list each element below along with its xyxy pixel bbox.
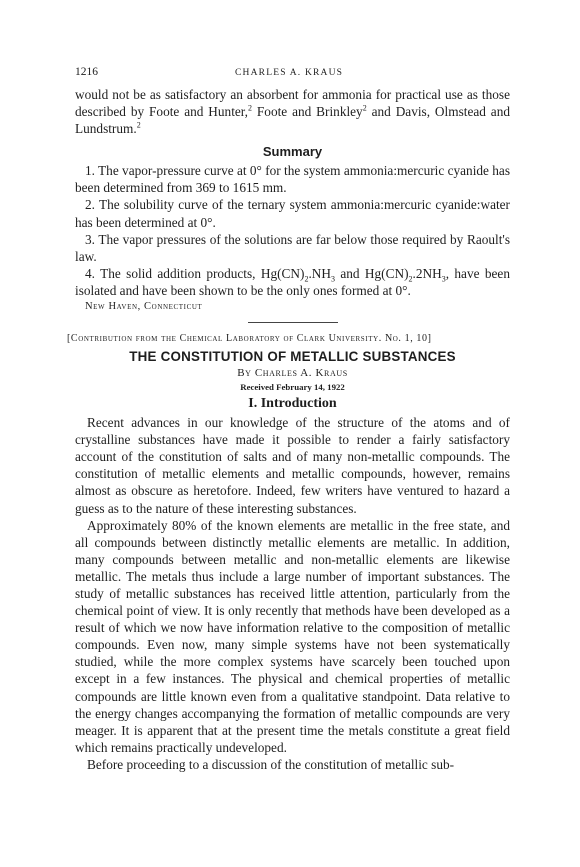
article-title: THE CONSTITUTION OF METALLIC SUBSTANCES <box>129 349 456 365</box>
footnote-ref: 2 <box>248 103 253 113</box>
article-body <box>75 414 510 773</box>
section-heading: I. Introduction <box>248 396 337 412</box>
previous-paper-conclusion <box>75 86 510 137</box>
received-date: Received February 14, 1922 <box>240 382 345 393</box>
paragraph-2: Approximately 80% of the known elements are metallic in the free state, and all compounds between distinctly metallic elements are metallic. In addition, many compounds between metallic and non-metallic elements are likewise metallic. The metals thus include a large number of important substances. The study of metallic substances has received little attention, particularly from the chemical point of view. It is only recently that methods have been developed as a result of which we now have information relative to the composition of metallic compounds. Even now, many simple systems have not been systematically studied, while the more complex systems have scarcely been touched upon except in a few instances. The physical and chemical properties of metallic compounds are little known even from a qualitative standpoint. Data relative to the energy changes accompanying the formation of metallic compounds are very meager. It is apparent that at the present time the metals constitute a great field which remains practically undeveloped. <box>75 517 510 755</box>
closing-paragraph: would not be as satisfactory an absorbent for ammonia for practical use as those described by Foote and Hunter,$^2$ Foote and Brinkley$^2$ and Davis, Olmstead and Lundstrum.$^2$ <box>75 87 510 137</box>
summary-item-2: 2. The solubility curve of the ternary system ammonia:mercuric cyanide:water has been determined at 0°. <box>75 197 510 230</box>
page-number: 1216 <box>75 66 98 78</box>
summary-item-1: 1. The vapor-pressure curve at 0° for the system ammonia:mercuric cyanide has been determined from 369 to 1615 mm. <box>75 163 510 196</box>
paragraph-1: Recent advances in our knowledge of the structure of the atoms and of crystalline substances have made it possible to render a fairly satisfactory account of the constitution of salts and of many non-metallic compounds. The constitution of metallic elements and metallic compounds, however, remains almost as obscure as heretofore. Indeed, few writers have ventured to hazard a guess as to the nature of these interesting substances. <box>75 415 510 516</box>
journal-page <box>67 66 510 773</box>
summary-item-3: 3. The vapor pressures of the solutions are far below those required by Raoult's law. <box>75 231 510 264</box>
place-signature: New Haven, Connecticut <box>85 301 203 313</box>
section-divider <box>248 322 338 323</box>
page-header <box>75 66 510 86</box>
footnote-ref: 2 <box>362 103 367 113</box>
running-head: CHARLES A. KRAUS <box>235 68 344 78</box>
author-byline: By Charles A. Kraus <box>237 367 348 380</box>
contribution-note: [Contribution from the Chemical Laboratory of Clark University. No. 1, 10] <box>67 333 432 345</box>
summary-heading: Summary <box>262 144 323 160</box>
footnote-ref: 2 <box>136 120 141 130</box>
summary-item-4: 4. The solid addition products, $Hg(CN)_2.NH_3$ and $Hg(CN)_2.2NH_3$, have been isolated and have been shown to be the only ones formed at 0°. <box>75 265 510 298</box>
paragraph-3: Before proceeding to a discussion of the constitution of metallic sub- <box>87 756 455 772</box>
